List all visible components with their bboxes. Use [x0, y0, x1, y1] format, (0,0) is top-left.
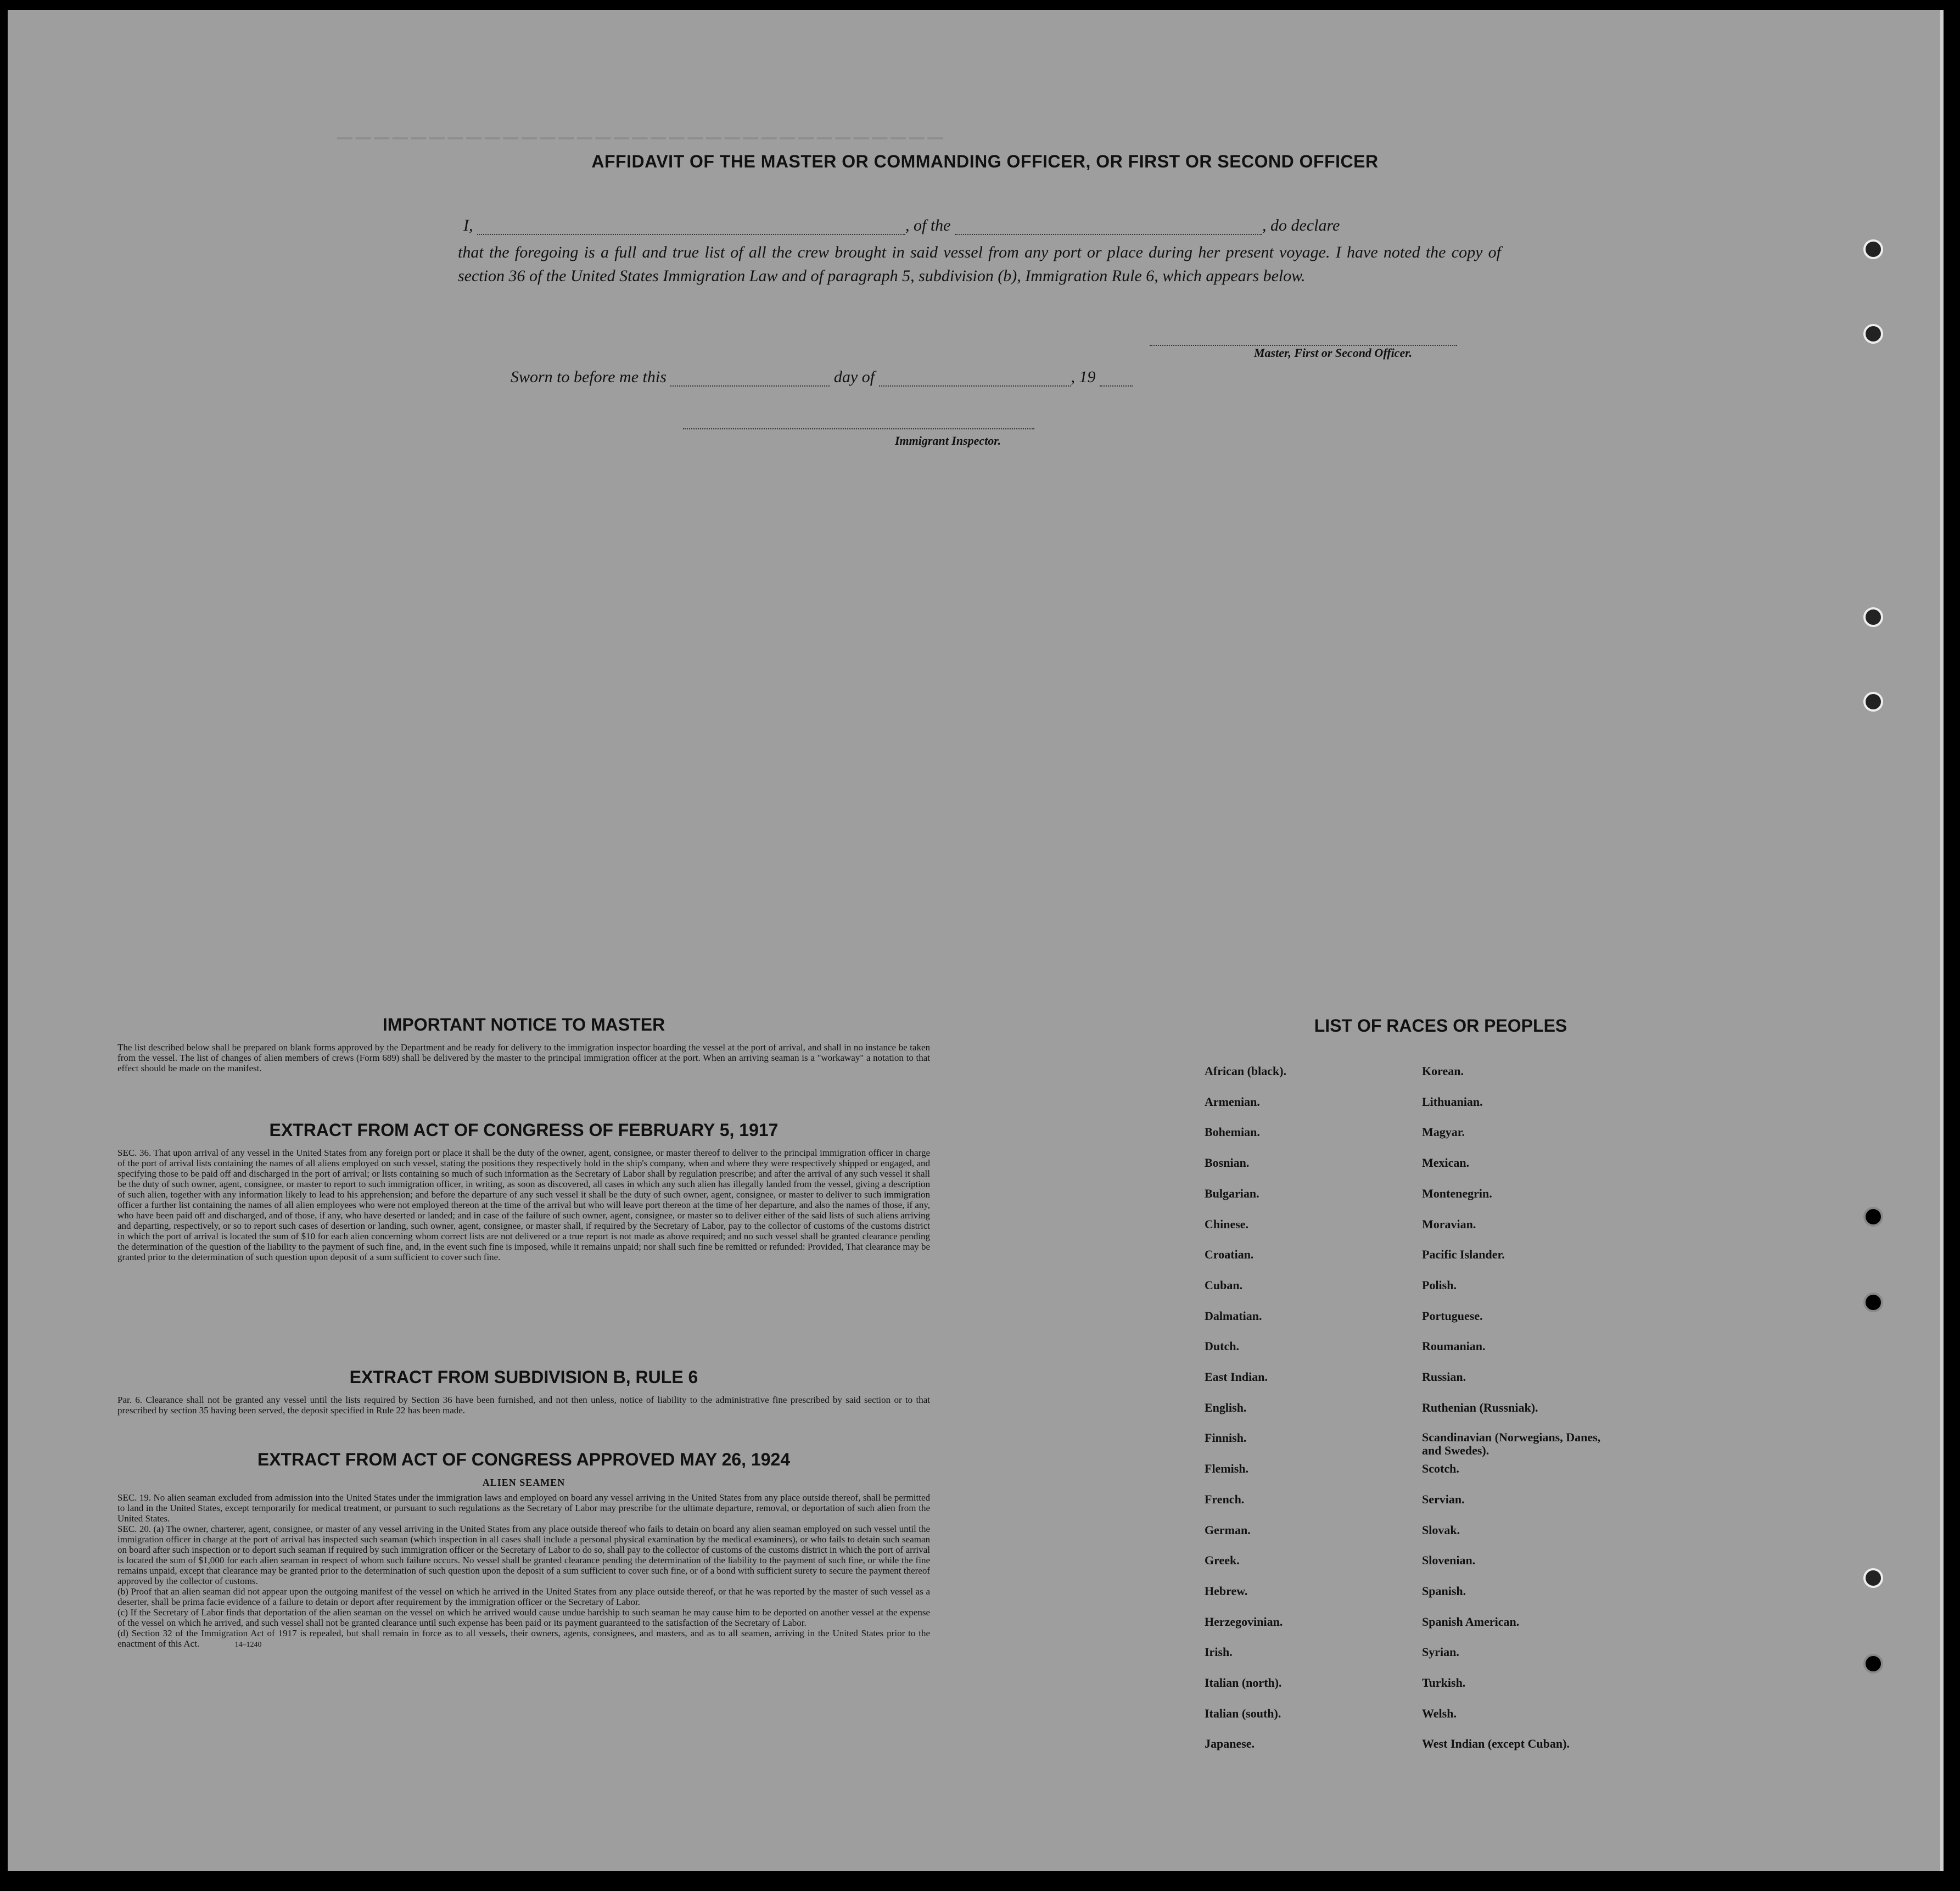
races-right-17: Spanish. [1422, 1584, 1466, 1598]
sec-20c-text: (c) If the Secretary of Labor finds that deportation of the alien seaman on the vessel on which he arrived would cause undue hardship to such seaman he may cause him to be deported on another vessel at the expense of the vessel on which he arrived, and such vessel shall not be granted clearance until such expense has been paid or its payment guaranteed to the satisfaction of the Secretary of Labor. [117, 1607, 930, 1628]
binder-hole [1863, 1207, 1883, 1227]
races-left-18: Herzegovinian. [1205, 1614, 1283, 1629]
master-signature-label: Master, First or Second Officer. [1254, 346, 1413, 360]
sworn-month-blank[interactable] [879, 385, 1071, 387]
races-right-12: Scandinavian (Norwegians, Danes, and Swedes). [1422, 1430, 1601, 1458]
binder-hole [1863, 239, 1883, 259]
binder-hole [1863, 1654, 1883, 1674]
races-right-8: Portuguese. [1422, 1308, 1483, 1323]
rule6-text: Par. 6. Clearance shall not be granted any vessel until the lists required by Section 36 have been furnished, and not then unless, notice of liability to the administrative fine prescribed by said section or to that prescribed by section 35 having been served, the deposit specified in Rule 22 has been made. [117, 1395, 930, 1416]
races-left-0: African (black). [1205, 1064, 1287, 1078]
races-left-6: Croatian. [1205, 1247, 1254, 1262]
affidavit-of-the: , of the [905, 216, 951, 234]
races-right-0: Korean. [1422, 1064, 1464, 1078]
affidavit-declare: , do declare [1262, 216, 1340, 234]
extract-1917-title: EXTRACT FROM ACT OF CONGRESS OF FEBRUARY 5, 1917 [269, 1120, 779, 1140]
sec-20a-text: SEC. 20. (a) The owner, charterer, agent, consignee, or master of any vessel arriving in the United States from any place outside thereof who fails to detain on board any alien seaman employed on such vessel until the immigration officer in charge at the port of arrival has inspected such seaman (which inspection in all cases shall include a personal physical examination by the medical examiners), or who fails to detain such seaman on board after such inspection or to deport such seaman if required by such immigration officer or the Secretary of Labor to do so, shall pay to the collector of customs of the customs district in which the port of arrival is located the sum of $1,000 for each alien seaman in respect of whom such failure occurs. No vessel shall be granted clearance pending the determination of the liability to the payment of such fine, or while the fine remains unpaid, except that clearance may be granted prior to the determination of such question upon the deposit of a sum sufficient to cover such fine, or of a bond with sufficient surety to secure the payment thereof approved by the collector of customs. [117, 1524, 930, 1586]
extract-1917-text: SEC. 36. That upon arrival of any vessel in the United States from any foreign port or place it shall be the duty of the owner, agent, consignee, or master thereof to deliver to the principal immigration officer in charge of the port of arrival lists containing the names of all aliens employed on such vessel, stating the positions they respectively hold in the ship's company, when and where they were respectively shipped or engaged, and specifying those to be paid off and discharged in the port of arrival; or lists containing so much of such information as the Secretary of Labor shall by regulation prescribe; and after the arrival of any such vessel it shall be the duty of such owner, agent, consignee, or master to report to such immigration officer, in writing, as soon as discovered, all cases in which any such alien has illegally landed from the vessel, giving a description of such alien, together with any information likely to lead to his apprehension; and before the departure of any such vessel it shall be the duty of such owner, agent, consignee, or master to deliver to such immigration officer a further list containing the names of all alien employees who were not employed thereon at the time of the arrival but who will leave port thereon at the time of her departure, and also the names of those, if any, who have been paid off and discharged, and of those, if any, who have deserted or landed; and in case of the failure of such owner, agent, consignee, or master so to deliver either of the said lists of such aliens arriving and departing, respectively, or so to report such cases of desertion or landing, such owner, agent, consignee, or master shall, if required by the Secretary of Labor, pay to the collector of customs of the customs district in which the port of arrival is located the sum of $10 for each alien concerning whom correct lists are not delivered or a true report is not made as above required; and no such vessel shall be granted clearance pending the determination of the question of the liability to the payment of such fine, and, in the event such fine is imposed, while it remains unpaid; nor shall such fine be remitted or refunded: Provided, That clearance may be granted prior to the determination of such question upon deposit of a sum sufficient to cover such fine. [117, 1148, 930, 1262]
races-title: LIST OF RACES OR PEOPLES [1314, 1016, 1567, 1036]
races-right-2: Magyar. [1422, 1125, 1465, 1139]
races-right-6: Pacific Islander. [1422, 1247, 1505, 1262]
binder-hole [1863, 607, 1883, 627]
races-left-8: Dalmatian. [1205, 1308, 1262, 1323]
races-right-19: Syrian. [1422, 1645, 1459, 1659]
master-signature-line[interactable] [1150, 339, 1457, 346]
races-left-14: French. [1205, 1492, 1245, 1506]
races-right-15: Slovak. [1422, 1523, 1460, 1537]
races-left-10: East Indian. [1205, 1370, 1268, 1384]
inspector-label: Immigrant Inspector. [895, 434, 1001, 447]
races-right-13: Scotch. [1422, 1462, 1459, 1476]
notice-title: IMPORTANT NOTICE TO MASTER [382, 1015, 665, 1034]
races-left-19: Irish. [1205, 1645, 1233, 1659]
races-right-20: Turkish. [1422, 1676, 1466, 1689]
races-left-16: Greek. [1205, 1553, 1240, 1568]
races-left-20: Italian (north). [1205, 1676, 1282, 1689]
inspector-signature-line[interactable] [683, 423, 1034, 429]
affidavit-i: I, [463, 216, 473, 234]
races-right-3: Mexican. [1422, 1156, 1470, 1170]
races-left-1: Armenian. [1205, 1094, 1260, 1109]
binder-hole [1863, 324, 1883, 344]
sec-20b-text: (b) Proof that an alien seaman did not appear upon the outgoing manifest of the vessel on which he arrived in the United States from any place outside thereof, or that he was reported by the master of such vessel as a deserter, shall be prima facie evidence of a failure to detain or deport after requirement by the immigration officer or the Secretary of Labor. [117, 1586, 930, 1607]
races-left-22: Japanese. [1205, 1737, 1255, 1751]
races-right-14: Servian. [1422, 1492, 1465, 1506]
races-right-21: Welsh. [1422, 1706, 1457, 1720]
races-left-17: Hebrew. [1205, 1584, 1248, 1598]
sec-19-text: SEC. 19. No alien seaman excluded from admission into the United States under the immigration laws and employed on board any vessel arriving in the United States from any place outside thereof, shall be permitted to land in the United States, except temporarily for medical treatment, or pursuant to such regulations as the Secretary of Labor may prescribe for the ultimate departure, removal, or deportation of such alien from the United States. [117, 1492, 930, 1524]
vessel-blank[interactable] [955, 234, 1262, 235]
races-left-4: Bulgarian. [1205, 1186, 1259, 1200]
sworn-year-blank[interactable] [1100, 385, 1133, 387]
races-right-4: Montenegrin. [1422, 1186, 1492, 1200]
races-left-11: English. [1205, 1400, 1247, 1414]
races-left-5: Chinese. [1205, 1217, 1249, 1231]
races-left-9: Dutch. [1205, 1339, 1239, 1353]
races-left-21: Italian (south). [1205, 1706, 1281, 1720]
races-right-1: Lithuanian. [1422, 1094, 1483, 1109]
races-right-18: Spanish American. [1422, 1614, 1520, 1629]
document-page [8, 10, 1944, 1871]
sworn-day-blank[interactable] [670, 385, 830, 387]
races-right-16: Slovenian. [1422, 1553, 1476, 1568]
sworn-day-of: day of [833, 368, 875, 386]
races-left-3: Bosnian. [1205, 1156, 1250, 1170]
races-left-2: Bohemian. [1205, 1125, 1260, 1139]
sworn-line [511, 368, 1279, 387]
sec-20d-body: (d) Section 32 of the Immigration Act of 1917 is repealed, but shall remain in force as to all vessels, their owners, agents, consignees, and masters, and as to all seamen, arriving in the United States prior to the enactment of this Act. [117, 1628, 930, 1649]
notice-text: The list described below shall be prepared on blank forms approved by the Department and be ready for delivery to the immigration inspector boarding the vessel at the port of arrival, and shall in no instance be taken from the vessel. The list of changes of alien members of crews (Form 689) shall be delivered by the master to the principal immigration officer at the port. When an arriving seaman is a "workaway" a notation to that effect should be made on the manifest. [117, 1042, 930, 1073]
races-left-7: Cuban. [1205, 1278, 1243, 1292]
races-right-5: Moravian. [1422, 1217, 1476, 1231]
extract-1924-body [117, 1492, 930, 1650]
binder-hole [1863, 692, 1883, 712]
races-left-15: German. [1205, 1523, 1251, 1537]
affidavit-body: that the foregoing is a full and true list of all the crew brought in said vessel from any port or place during her present voyage. I have noted the copy of section 36 of the United States Immigration Law and of paragraph 5, subdivision (b), Immigration Rule 6, which appears below. [458, 243, 1501, 285]
bleed-through-text: ───────────────────────────────── [337, 125, 946, 154]
affidavit-heading: AFFIDAVIT OF THE MASTER OR COMMANDING OFFICER, OR FIRST OR SECOND OFFICER [591, 152, 1379, 171]
races-left-13: Flemish. [1205, 1462, 1249, 1476]
affidavit-declaration-line [463, 216, 1507, 235]
extract-1924-title: EXTRACT FROM ACT OF CONGRESS APPROVED MAY 26, 1924 [257, 1450, 791, 1469]
races-right-7: Polish. [1422, 1278, 1457, 1292]
races-right-10: Russian. [1422, 1370, 1466, 1384]
extract-1924-subtitle: ALIEN SEAMEN [482, 1477, 565, 1488]
races-right-22: West Indian (except Cuban). [1422, 1737, 1570, 1751]
races-left-12: Finnish. [1205, 1431, 1247, 1445]
binder-hole [1863, 1293, 1883, 1312]
name-blank[interactable] [477, 234, 905, 235]
binder-hole [1863, 1568, 1883, 1588]
sec-20d-text [117, 1628, 930, 1650]
sworn-year: , 19 [1071, 368, 1096, 386]
races-right-9: Roumanian. [1422, 1339, 1486, 1353]
form-number: 14–1240 [234, 1641, 262, 1649]
sworn-prefix: Sworn to before me this [511, 368, 667, 386]
rule6-title: EXTRACT FROM SUBDIVISION B, RULE 6 [349, 1367, 698, 1387]
races-right-11: Ruthenian (Russniak). [1422, 1400, 1538, 1414]
